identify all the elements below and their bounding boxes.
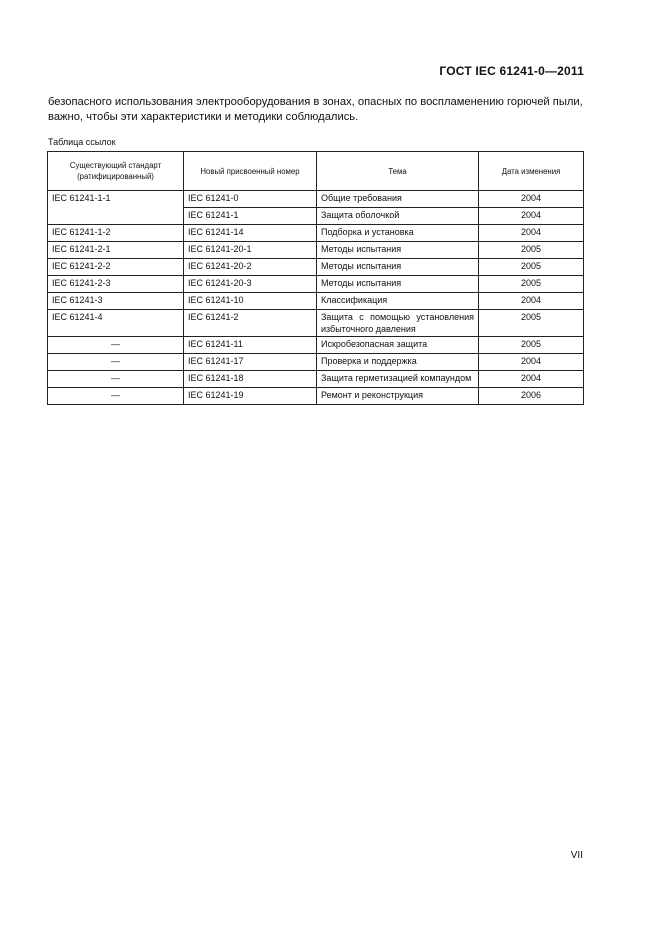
table-row <box>48 225 584 242</box>
table-caption: Таблица ссылок <box>48 137 116 147</box>
table-row <box>48 276 584 293</box>
cell-topic: Методы испытания <box>317 276 479 293</box>
cell-new-number: IEC 61241-10 <box>184 293 317 310</box>
cell-topic: Проверка и поддержка <box>317 354 479 371</box>
cell-change-date: 2004 <box>479 208 584 225</box>
cell-topic: Общие требования <box>317 191 479 208</box>
cell-existing-standard: IEC 61241-3 <box>48 293 184 310</box>
cell-existing-standard: IEC 61241-2-1 <box>48 242 184 259</box>
cell-existing-standard: IEC 61241-1-1 <box>48 191 184 208</box>
cell-existing-standard: — <box>48 354 184 371</box>
table-row <box>48 259 584 276</box>
column-header-change-date: Дата изменения <box>479 152 584 191</box>
cell-new-number: IEC 61241-20-3 <box>184 276 317 293</box>
cell-existing-standard: IEC 61241-2-3 <box>48 276 184 293</box>
cell-new-number: IEC 61241-14 <box>184 225 317 242</box>
table-row <box>48 388 584 405</box>
document-header-title: ГОСТ IEC 61241-0—2011 <box>439 64 584 78</box>
cell-new-number: IEC 61241-18 <box>184 371 317 388</box>
intro-line: важно, чтобы эти характеристики и методики соблюдались. <box>48 111 359 123</box>
cell-topic: Методы испытания <box>317 259 479 276</box>
cell-new-number: IEC 61241-17 <box>184 354 317 371</box>
column-header-new-number: Новый присвоенный номер <box>184 152 317 191</box>
intro-paragraph <box>48 95 588 125</box>
cell-change-date: 2005 <box>479 276 584 293</box>
cell-new-number: IEC 61241-20-1 <box>184 242 317 259</box>
cell-topic: Искробезопасная защита <box>317 337 479 354</box>
intro-line: безопасного использования электрооборудования в зонах, опасных по воспламенению горючей пыли, <box>48 96 583 108</box>
cell-topic: Ремонт и реконструкция <box>317 388 479 405</box>
cell-change-date: 2004 <box>479 191 584 208</box>
cell-change-date: 2006 <box>479 388 584 405</box>
table-row <box>48 310 584 337</box>
table-row <box>48 191 584 208</box>
cell-new-number: IEC 61241-0 <box>184 191 317 208</box>
cell-existing-standard: IEC 61241-4 <box>48 310 184 337</box>
table-row <box>48 354 584 371</box>
cell-new-number: IEC 61241-1 <box>184 208 317 225</box>
cell-new-number: IEC 61241-19 <box>184 388 317 405</box>
cell-topic: Защита оболочкой <box>317 208 479 225</box>
cell-topic: Защита герметизацией компаундом <box>317 371 479 388</box>
table-header-row <box>48 152 584 191</box>
cell-change-date: 2004 <box>479 354 584 371</box>
column-header-topic: Тема <box>317 152 479 191</box>
cell-topic: Методы испытания <box>317 242 479 259</box>
cell-new-number: IEC 61241-2 <box>184 310 317 337</box>
cell-new-number: IEC 61241-11 <box>184 337 317 354</box>
column-header-existing-standard: Существующий стандарт (ратифицированный) <box>48 152 184 191</box>
cell-topic: Классификация <box>317 293 479 310</box>
cell-existing-standard: — <box>48 337 184 354</box>
cell-change-date: 2004 <box>479 225 584 242</box>
cell-topic: Подборка и установка <box>317 225 479 242</box>
table-row <box>48 208 584 225</box>
cell-existing-standard: IEC 61241-2-2 <box>48 259 184 276</box>
reference-table <box>47 151 584 405</box>
cell-change-date: 2005 <box>479 310 584 337</box>
cell-existing-standard: — <box>48 371 184 388</box>
cell-change-date: 2005 <box>479 242 584 259</box>
table-row <box>48 371 584 388</box>
cell-topic: Защита с помощью установления избыточного давления <box>317 310 479 337</box>
cell-existing-standard: IEC 61241-1-2 <box>48 225 184 242</box>
cell-existing-standard <box>48 208 184 225</box>
cell-existing-standard: — <box>48 388 184 405</box>
cell-change-date: 2005 <box>479 259 584 276</box>
cell-change-date: 2004 <box>479 371 584 388</box>
table-row <box>48 242 584 259</box>
cell-new-number: IEC 61241-20-2 <box>184 259 317 276</box>
table-row <box>48 293 584 310</box>
cell-change-date: 2005 <box>479 337 584 354</box>
cell-change-date: 2004 <box>479 293 584 310</box>
page-number: VII <box>570 850 583 861</box>
table-row <box>48 337 584 354</box>
